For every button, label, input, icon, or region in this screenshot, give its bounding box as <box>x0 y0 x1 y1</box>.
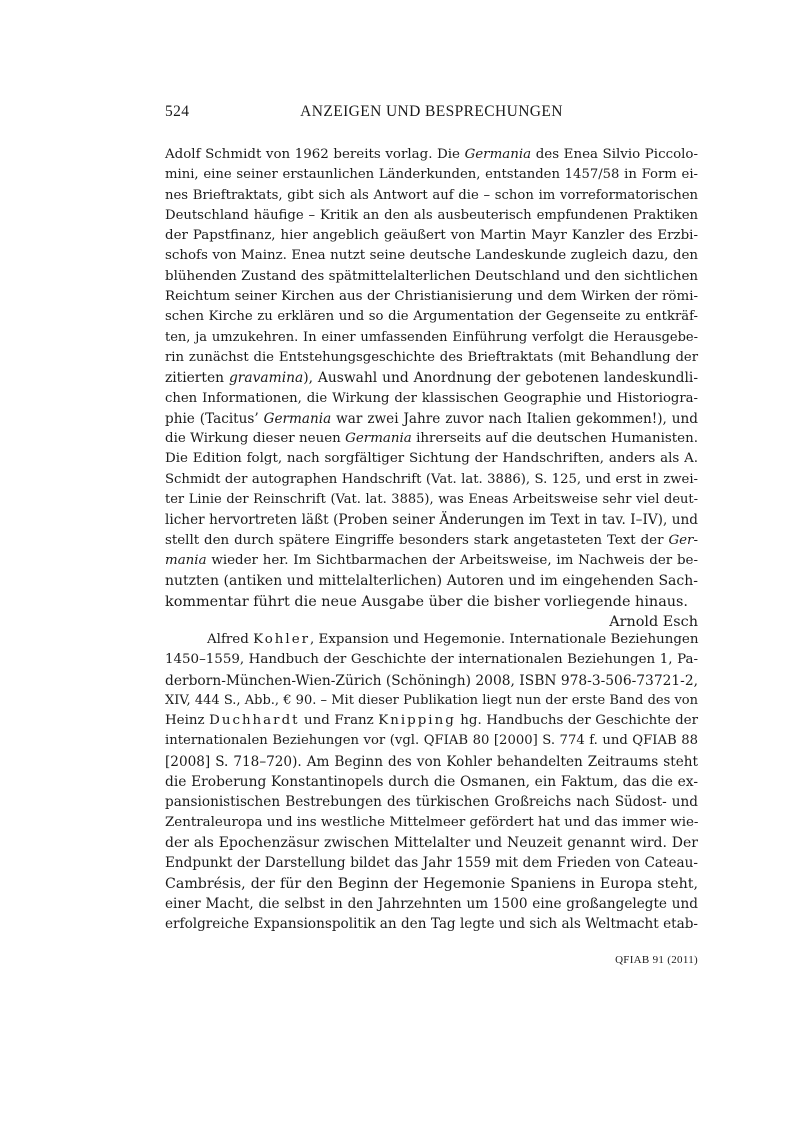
text-line: rin zunächst die Entstehungsgeschichte des Brieftraktats (mit Behandlung der <box>165 349 698 365</box>
text-line: Die Edition folgt, nach sorgfältiger Sichtung der Handschriften, anders als A. <box>165 451 698 467</box>
text-line: blühenden Zustand des spätmittelalterlichen Deutschland und den sichtlichen <box>165 268 698 284</box>
reviewer-signature: Arnold Esch <box>609 613 698 630</box>
review-arnold-esch <box>165 145 698 632</box>
text-line: kommentar führt die neue Ausgabe über die bisher vorliegende hinaus. <box>165 593 688 610</box>
text-line: [2008] S. 718–720). Am Beginn des von Kohler behandelten Zeitraums steht <box>165 753 698 770</box>
text-line: erfolgreiche Expansionspolitik an den Tag legte und sich als Weltmacht etab- <box>165 916 698 933</box>
text-line: pansionistischen Bestrebungen des türkischen Großreichs nach Südost- und <box>165 794 698 811</box>
text-line: schen Kirche zu erklären und so die Argumentation der Gegenseite zu entkräf- <box>165 309 698 325</box>
text-line: Deutschland häufige – Kritik an den als ausbeuterisch empfundenen Praktiken <box>165 207 698 223</box>
text-line: mania wieder her. Im Sichtbarmachen der Arbeitsweise, im Nachweis der be- <box>165 552 698 568</box>
text-line: mini, eine seiner erstaunlichen Länderkunden, entstanden 1457/58 in Form ei- <box>165 167 698 183</box>
text-line: 1450–1559, Handbuch der Geschichte der internationalen Beziehungen 1, Pa- <box>165 652 698 668</box>
section-title: ANZEIGEN UND BESPRECHUNGEN <box>300 103 563 120</box>
text-line: nes Brieftraktats, gibt sich als Antwort auf die – schon im vorreformatorischen <box>165 187 698 203</box>
review-kohler <box>165 630 698 934</box>
text-line: die Wirkung dieser neuen Germania ihrerseits auf die deutschen Humanisten. <box>165 431 698 447</box>
text-line: chen Informationen, die Wirkung der klassischen Geographie und Historiogra- <box>165 390 698 406</box>
text-line: licher hervortreten läßt (Proben seiner Änderungen im Text in tav. I–IV), und <box>165 512 698 529</box>
author-name: Duchhardt <box>209 713 300 729</box>
text-line: einer Macht, die selbst in den Jahrzehnten um 1500 eine großangelegte und <box>165 895 698 912</box>
journal-code: QFIAB 91 (2011) <box>615 954 698 966</box>
page-number: 524 <box>165 103 190 120</box>
text-line: internationalen Beziehungen vor (vgl. QFIAB 80 [2000] S. 774 f. und QFIAB 88 <box>165 733 698 749</box>
text-line: Schmidt der autographen Handschrift (Vat. lat. 3886), S. 125, und erst in zwei- <box>165 471 698 487</box>
text-line: Reichtum seiner Kirchen aus der Christianisierung und dem Wirken der römi- <box>165 289 698 305</box>
text-line: stellt den durch spätere Eingriffe besonders stark angetasteten Text der Ger- <box>165 532 698 548</box>
text-line: nutzten (antiken und mittelalterlichen) Autoren und im eingehenden Sach- <box>165 573 698 590</box>
text-line: der als Epochenzäsur zwischen Mittelalter und Neuzeit genannt wird. Der <box>165 834 698 851</box>
text-line: ten, ja umzukehren. In einer umfassenden Einführung verfolgt die Herausgebe- <box>165 329 698 345</box>
text-line: phie (Tacitus’ Germania war zwei Jahre zuvor nach Italien gekommen!), und <box>165 410 698 427</box>
author-name: Kohler <box>253 632 311 647</box>
text-line: Endpunkt der Darstellung bildet das Jahr 1559 mit dem Frieden von Cateau- <box>165 855 698 872</box>
text-line: ter Linie der Reinschrift (Vat. lat. 3885), was Eneas Arbeitsweise sehr viel deut- <box>165 492 698 508</box>
text-line: Cambrésis, der für den Beginn der Hegemonie Spaniens in Europa steht, <box>165 875 698 892</box>
text-line: Heinz Duchhardt und Franz Knipping hg. Handbuchs der Geschichte der <box>165 713 698 729</box>
text-line: Alfred Kohler, Expansion und Hegemonie. Internationale Beziehungen <box>207 632 699 647</box>
text-line: XIV, 444 S., Abb., € 90. – Mit dieser Publikation liegt nun der erste Band des von <box>165 692 698 708</box>
text-line: derborn-München-Wien-Zürich (Schöningh) 2008, ISBN 978-3-506-73721-2, <box>165 672 698 689</box>
text-line: Adolf Schmidt von 1962 bereits vorlag. Die Germania des Enea Silvio Piccolo- <box>165 147 699 162</box>
text-line: Zentraleuropa und ins westliche Mittelmeer gefördert hat und das immer wie- <box>165 814 699 830</box>
text-line: zitierten gravamina), Auswahl und Anordnung der gebotenen landeskundli- <box>165 370 698 387</box>
text-line: schofs von Mainz. Enea nutzt seine deutsche Landeskunde zugleich dazu, den <box>165 248 698 264</box>
text-line: die Eroberung Konstantinopels durch die Osmanen, ein Faktum, das die ex- <box>165 774 698 791</box>
text-line: der Papstfinanz, hier angeblich geäußert von Martin Mayr Kanzler des Erzbi- <box>165 228 698 244</box>
running-head <box>165 103 698 125</box>
author-name: Knipping <box>378 713 456 729</box>
